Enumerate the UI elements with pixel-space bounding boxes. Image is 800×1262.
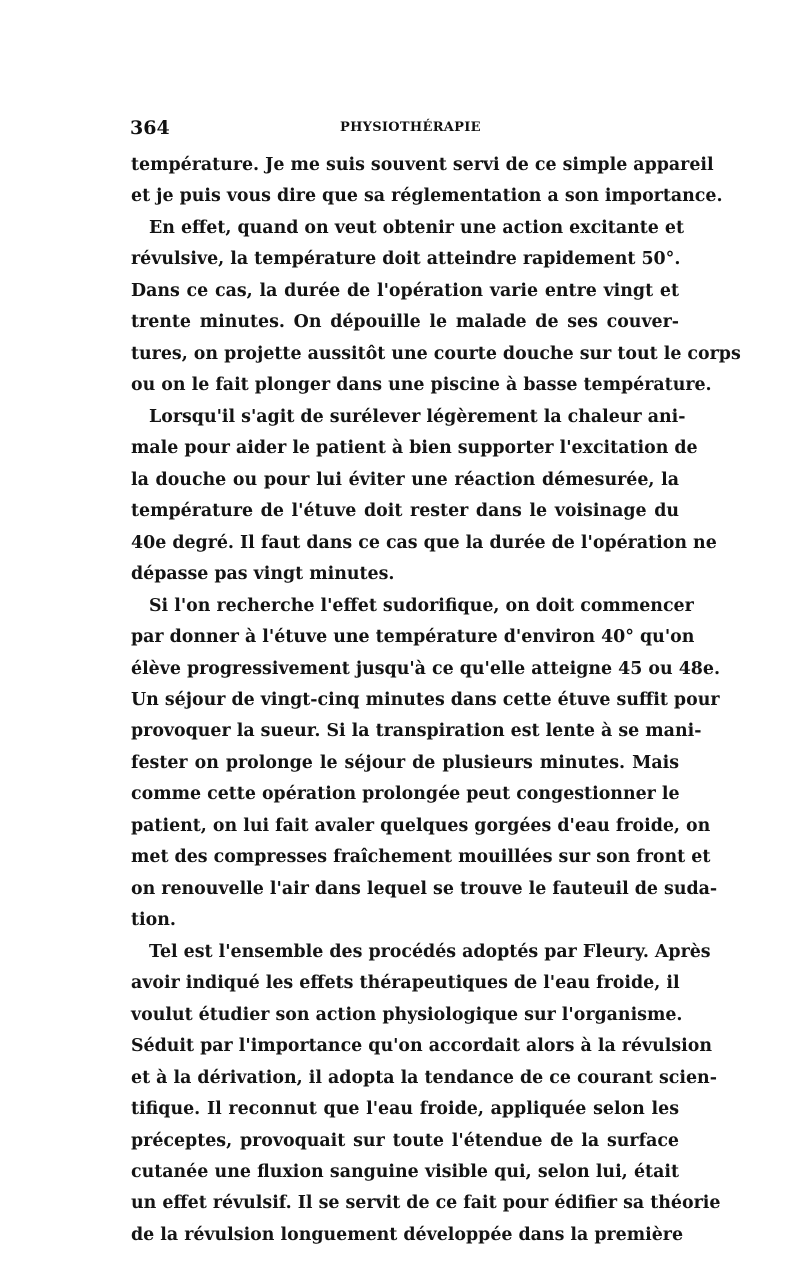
text-line: Dans ce cas, la durée de l'opération varie entre vingt et: [131, 280, 679, 301]
text-line: fester on prolonge le séjour de plusieurs minutes. Mais: [131, 752, 679, 773]
page-number: 364: [130, 117, 170, 139]
text-line: En effet, quand on veut obtenir une action excitante et: [149, 217, 684, 238]
text-line: la douche ou pour lui éviter une réaction démesurée, la: [131, 469, 679, 490]
text-line: provoquer la sueur. Si la transpiration est lente à se mani-: [131, 721, 702, 742]
text-line: température. Je me suis souvent servi de ce simple appareil: [131, 155, 714, 175]
text-line: ou on le fait plonger dans une piscine à basse température.: [131, 375, 712, 396]
text-line: male pour aider le patient à bien supporter l'excitation de: [131, 438, 698, 459]
text-line: un effet révulsif. Il se servit de ce fait pour édifier sa théorie: [131, 1193, 721, 1214]
text-line: avoir indiqué les effets thérapeutiques de l'eau froide, il: [131, 973, 680, 994]
text-line: température de l'étuve doit rester dans le voisinage du: [131, 501, 679, 522]
text-line: et à la dérivation, il adopta la tendance de ce courant scien-: [131, 1067, 717, 1088]
text-line: comme cette opération prolongée peut congestionner le: [131, 784, 680, 805]
text-line: tion.: [131, 910, 176, 931]
text-line: révulsive, la température doit atteindre rapidement 50°.: [131, 249, 681, 270]
text-line: met des compresses fraîchement mouillées sur son front et: [131, 847, 711, 868]
text-line: par donner à l'étuve une température d'environ 40° qu'on: [131, 627, 695, 648]
text-line: de la révulsion longuement développée dans la première: [131, 1224, 684, 1245]
running-title: PHYSIOTHÉRAPIE: [340, 120, 481, 135]
text-line: cutanée une fluxion sanguine visible qui, selon lui, était: [131, 1162, 679, 1182]
text-line: élève progressivement jusqu'à ce qu'elle atteigne 45 ou 48e.: [131, 658, 721, 679]
text-line: Lorsqu'il s'agit de surélever légèrement la chaleur ani-: [149, 406, 686, 427]
text-line: Un séjour de vingt-cinq minutes dans cette étuve suffit pour: [131, 689, 720, 710]
text-line: dépasse pas vingt minutes.: [131, 564, 395, 585]
text-line: Séduit par l'importance qu'on accordait alors à la révulsion: [131, 1036, 712, 1057]
text-line: préceptes, provoquait sur toute l'étendue de la surface: [131, 1130, 679, 1151]
text-line: et je puis vous dire que sa réglementation a son importance.: [131, 186, 723, 207]
text-line: Si l'on recherche l'effet sudorifique, on doit commencer: [149, 595, 694, 616]
body-text: [131, 150, 741, 1251]
text-line: Tel est l'ensemble des procédés adoptés par Fleury. Après: [149, 941, 711, 962]
page-header: [130, 117, 678, 147]
text-line: tures, on projette aussitôt une courte douche sur tout le corps: [131, 343, 741, 364]
text-line: tifique. Il reconnut que l'eau froide, appliquée selon les: [131, 1099, 679, 1120]
text-line: voulut étudier son action physiologique sur l'organisme.: [131, 1004, 683, 1025]
text-line: patient, on lui fait avaler quelques gorgées d'eau froide, on: [131, 815, 711, 836]
text-line: on renouvelle l'air dans lequel se trouve le fauteuil de suda-: [131, 878, 718, 899]
text-line: trente minutes. On dépouille le malade de ses couver-: [131, 312, 679, 333]
text-line: 40e degré. Il faut dans ce cas que la durée de l'opération ne: [131, 532, 717, 553]
